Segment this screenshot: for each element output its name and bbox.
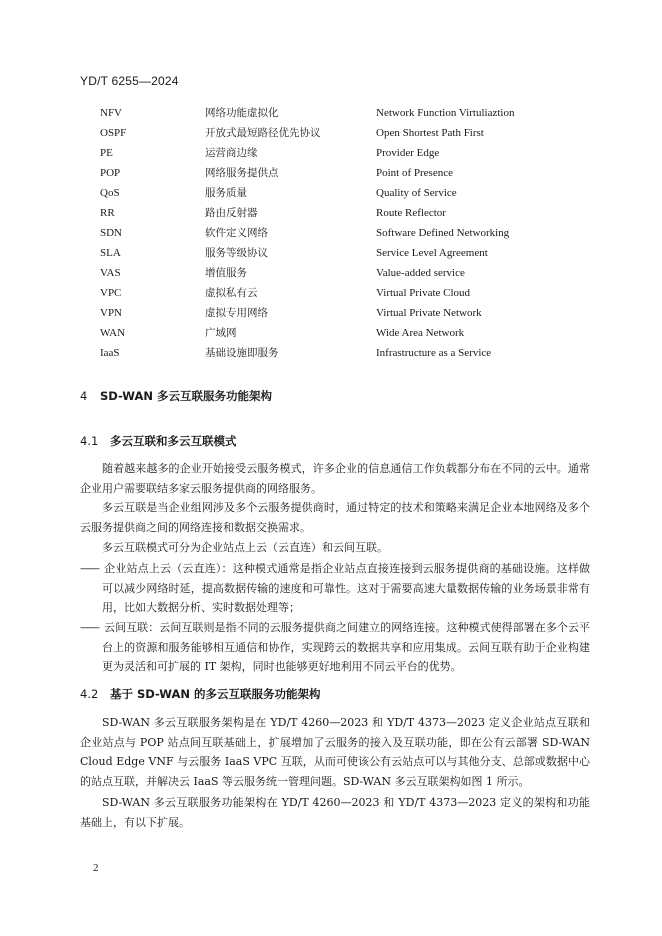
abbreviation: RR [100, 207, 115, 219]
section-title: SD-WAN 多云互联服务功能架构 [100, 389, 272, 403]
english-term: Provider Edge [376, 147, 440, 159]
abbreviation: IaaS [100, 347, 120, 359]
english-term: Service Level Agreement [376, 247, 488, 259]
english-term: Software Defined Networking [376, 227, 510, 239]
abbreviation-row [100, 223, 560, 243]
english-term: Network Function Virtuliaztion [376, 107, 515, 119]
paragraph: SD-WAN 多云互联服务架构是在 YD/T 4260—2023 和 YD/T 4373—2023 定义企业站点互联和企业站点与 POP 站点间互联基础上，扩展增加了云服务的接入及互联功能，即在公有云部署 SD-WAN Cloud Edge VNF 与云服务 IaaS VPC 互联，从而可使该公有云站点可以与其他分支、总部或数据中心的站点互联，并解决云 IaaS 等云服务统一管理问题。SD-WAN 多云互联架构如图 1 所示。 [80, 716, 590, 788]
english-term: Open Shortest Path First [376, 127, 484, 139]
abbreviation: VPN [100, 307, 123, 319]
chinese-term: 服务质量 [205, 187, 247, 199]
chinese-term: 增值服务 [205, 267, 247, 279]
em-dash-marker [80, 618, 104, 638]
section-4-heading [80, 388, 272, 404]
abbreviation: PE [100, 147, 113, 159]
abbreviation: OSPF [100, 127, 127, 139]
abbreviation-table [100, 103, 560, 363]
abbreviation-row [100, 323, 560, 343]
abbreviation-row [100, 263, 560, 283]
english-term: Value-added service [376, 267, 465, 279]
section-title: 基于 SD-WAN 的多云互联服务功能架构 [110, 687, 321, 701]
section-4-2-heading [80, 686, 321, 702]
abbreviation: WAN [100, 327, 126, 339]
abbreviation: SLA [100, 247, 121, 259]
abbreviation-row [100, 143, 560, 163]
abbreviation: VAS [100, 267, 121, 279]
chinese-term: 开放式最短路径优先协议 [205, 127, 321, 139]
english-term: Virtual Private Network [376, 307, 482, 319]
chinese-term: 软件定义网络 [205, 227, 268, 239]
standard-code-header: YD/T 6255—2024 [80, 74, 179, 88]
page-number: 2 [93, 862, 99, 874]
paragraph: 多云互联是当企业组网涉及多个云服务提供商时，通过特定的技术和策略来满足企业本地网络及多个云服务提供商之间的网络连接和数据交换需求。 [80, 501, 590, 534]
chinese-term: 基础设施即服务 [205, 347, 279, 359]
english-term: Virtual Private Cloud [376, 287, 471, 299]
english-term: Point of Presence [376, 167, 453, 179]
chinese-term: 服务等级协议 [205, 247, 268, 259]
paragraph: 多云互联模式可分为企业站点上云（云直连）和云间互联。 [102, 541, 388, 554]
chinese-term: 网络服务提供点 [205, 167, 279, 179]
list-item-text: 企业站点上云（云直连）：这种模式通常是指企业站点直接连接到云服务提供商的基础设施。这样做可以减少网络时延，提高数据传输的速度和可靠性。这对于需要高速大量数据传输的业务场景非常有用，比如大数据分析、实时数据处理等； [102, 562, 590, 614]
section-4-1-heading [80, 433, 237, 449]
chinese-term: 网络功能虚拟化 [205, 107, 279, 119]
dash-list-item [80, 559, 590, 618]
abbreviation: SDN [100, 227, 123, 239]
section-number: 4.1 [80, 434, 99, 448]
section-number: 4 [80, 389, 88, 403]
section-title: 多云互联和多云互联模式 [110, 434, 237, 448]
abbreviation: NFV [100, 107, 123, 119]
english-term: Route Reflector [376, 207, 446, 219]
abbreviation: QoS [100, 187, 120, 199]
abbreviation-row [100, 243, 560, 263]
em-dash-marker [80, 559, 104, 579]
chinese-term: 虚拟私有云 [205, 287, 258, 299]
chinese-term: 运营商边缘 [205, 147, 258, 159]
abbreviation: VPC [100, 287, 122, 299]
chinese-term: 广域网 [205, 327, 237, 339]
abbreviation-row [100, 103, 560, 123]
paragraph: SD-WAN 多云互联服务功能架构在 YD/T 4260—2023 和 YD/T 4373—2023 定义的架构和功能基础上，有以下扩展。 [80, 796, 590, 829]
abbreviation-row [100, 343, 560, 363]
abbreviation-row [100, 303, 560, 323]
english-term: Wide Area Network [376, 327, 465, 339]
abbreviation-row [100, 183, 560, 203]
abbreviation-row [100, 123, 560, 143]
paragraph: 随着越来越多的企业开始接受云服务模式，许多企业的信息通信工作负载都分布在不同的云中。通常企业用户需要联结多家云服务提供商的网络服务。 [80, 462, 590, 495]
chinese-term: 路由反射器 [205, 207, 258, 219]
section-number: 4.2 [80, 687, 99, 701]
english-term: Infrastructure as a Service [376, 347, 492, 359]
abbreviation: POP [100, 167, 121, 179]
abbreviation-row [100, 283, 560, 303]
chinese-term: 虚拟专用网络 [205, 307, 268, 319]
list-item-text: 云间互联：云间互联则是指不同的云服务提供商之间建立的网络连接。这种模式使得部署在多个云平台上的资源和服务能够相互通信和协作，实现跨云的数据共享和应用集成。云间互联有助于企业构建更为灵活和可扩展的 IT 架构，同时也能够更好地利用不同云平台的优势。 [102, 621, 590, 673]
abbreviation-row [100, 163, 560, 183]
abbreviation-row [100, 203, 560, 223]
english-term: Quality of Service [376, 187, 457, 199]
dash-list-item [80, 618, 590, 677]
